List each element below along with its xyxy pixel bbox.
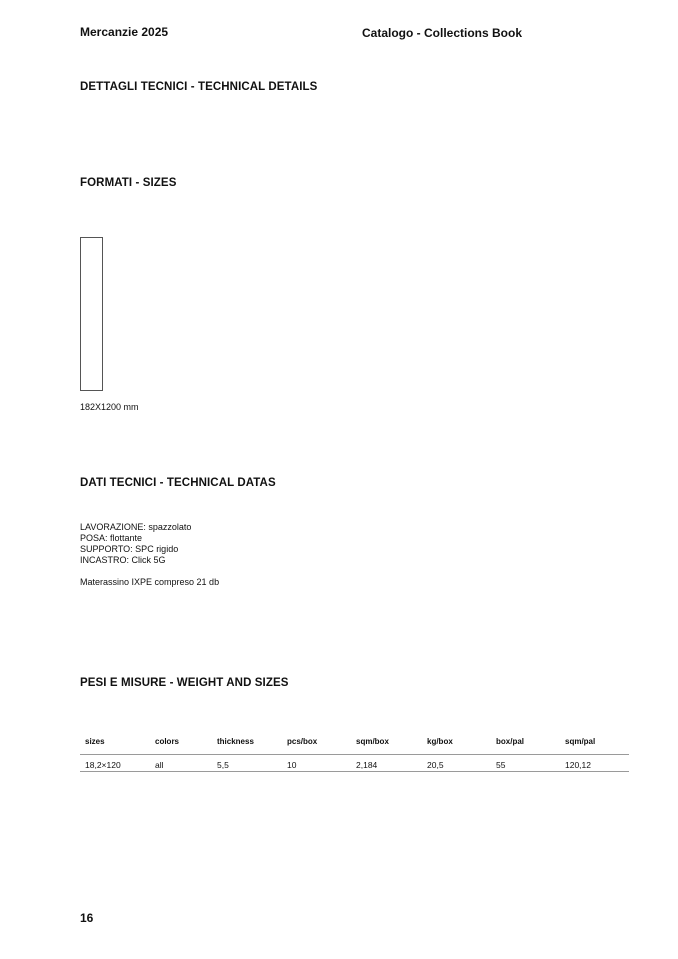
table-cell: 55 [496,760,506,770]
table-row [80,755,629,772]
table-header-cell: pcs/box [287,736,318,746]
section-title-sizes: FORMATI - SIZES [80,177,177,189]
table-cell: 5,5 [217,760,229,770]
table-header-row [80,728,629,755]
table-cell: 18,2×120 [85,760,121,770]
table-header-cell: sqm/box [356,736,389,746]
spec-item-incastro: INCASTRO: Click 5G [80,555,166,565]
spec-item-posa: POSA: flottante [80,533,143,543]
table-header-cell: thickness [217,736,254,746]
table-cell: 20,5 [427,760,444,770]
table-cell: 2,184 [356,760,378,770]
page-number: 16 [80,911,94,925]
size-format-swatch [80,237,103,391]
technical-specs-list [80,522,191,566]
header-brand-title: Mercanzie 2025 [80,25,169,39]
table-cell: 120,12 [565,760,591,770]
table-header-cell: kg/box [427,736,453,746]
table-cell: all [155,760,164,770]
size-format-caption: 182X1200 mm [80,402,139,412]
table-header-cell: box/pal [496,736,525,746]
table-header-cell: sizes [85,736,105,746]
weights-table [80,728,629,772]
underlay-note: Materassino IXPE compreso 21 db [80,577,220,587]
table-header-cell: colors [155,736,180,746]
header-catalog-title: Catalogo - Collections Book [362,26,523,40]
section-title-technical-datas: DATI TECNICI - TECHNICAL DATAS [80,477,276,489]
spec-item-lavorazione: LAVORAZIONE: spazzolato [80,522,192,532]
section-title-technical-details: DETTAGLI TECNICI - TECHNICAL DETAILS [80,81,318,93]
spec-item-supporto: SUPPORTO: SPC rigido [80,544,179,554]
section-title-weight-and-sizes: PESI E MISURE - WEIGHT AND SIZES [80,677,289,689]
table-cell: 10 [287,760,297,770]
table-header-cell: sqm/pal [565,736,596,746]
